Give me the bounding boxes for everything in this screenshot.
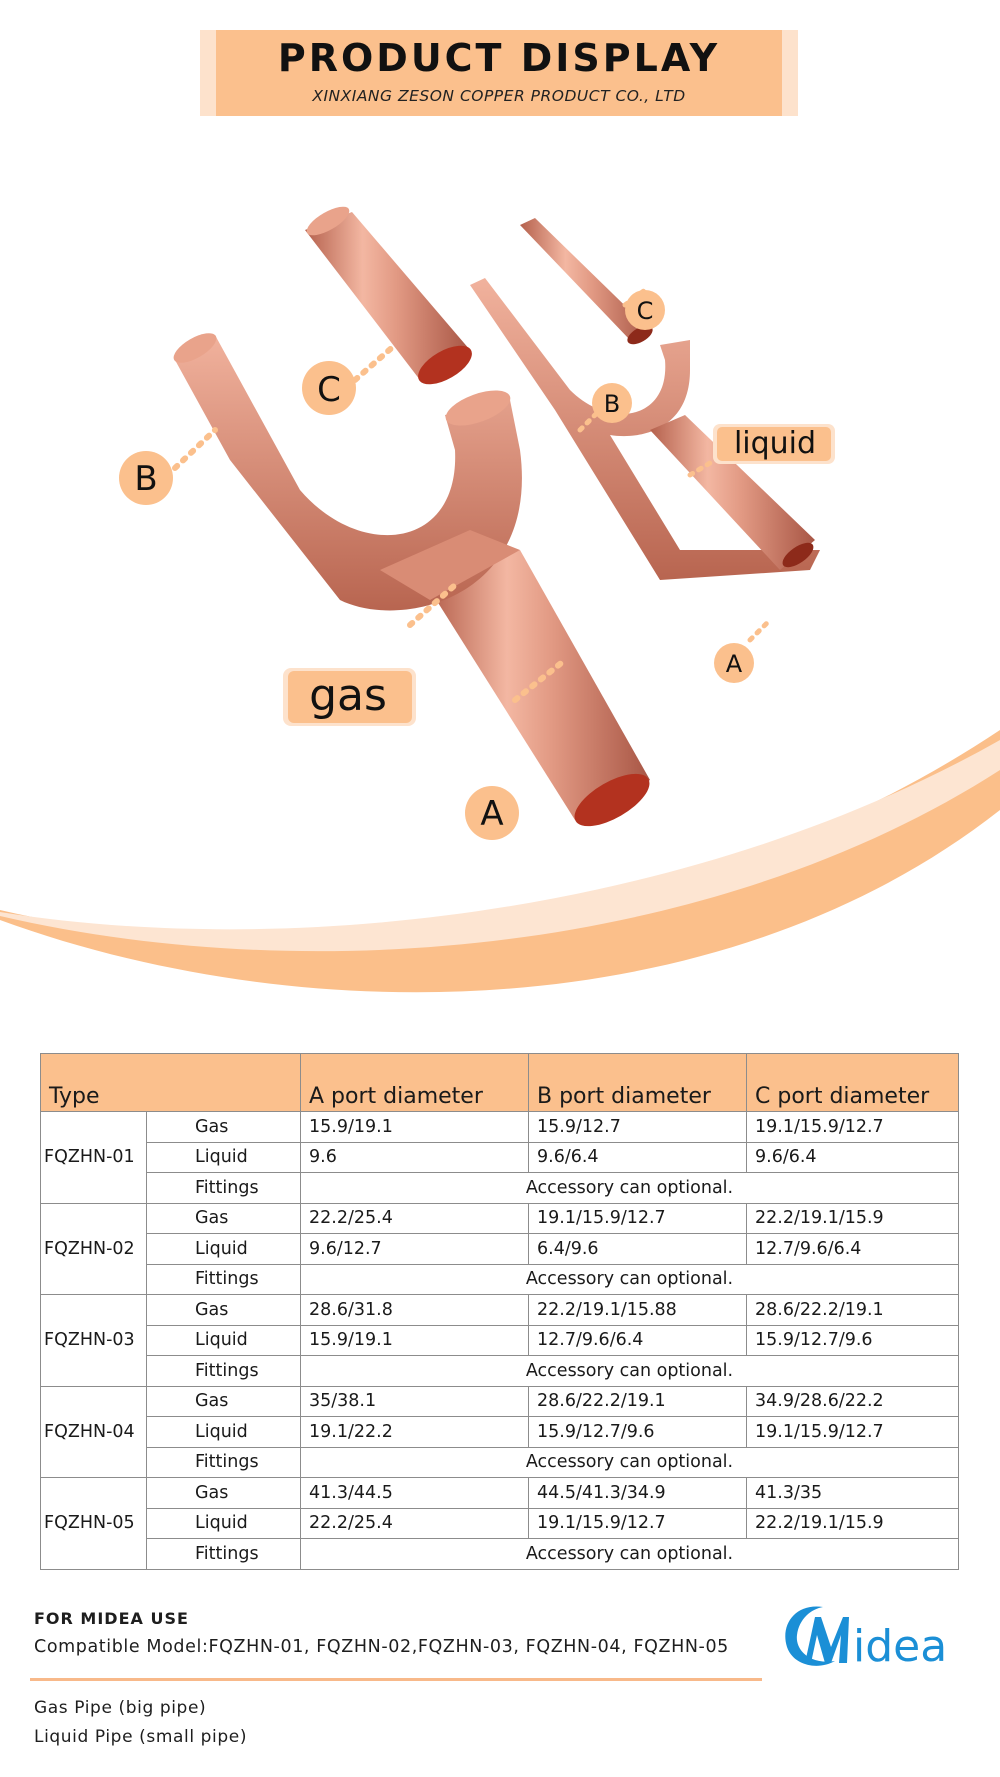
c-port-cell: 34.9/28.6/22.2 <box>747 1386 959 1417</box>
a-port-cell: 28.6/31.8 <box>301 1295 529 1326</box>
a-port-cell: 22.2/25.4 <box>301 1508 529 1539</box>
header-c-port: C port diameter <box>747 1054 959 1112</box>
table-row <box>41 1295 959 1326</box>
gas-label-b: B <box>134 459 158 499</box>
product-illustration <box>0 130 1000 1010</box>
b-port-cell: 19.1/15.9/12.7 <box>529 1508 747 1539</box>
table-header-row <box>41 1054 959 1112</box>
a-port-cell: 15.9/19.1 <box>301 1112 529 1143</box>
a-port-cell: 9.6/12.7 <box>301 1234 529 1265</box>
footer-divider <box>30 1678 762 1681</box>
c-port-cell: 19.1/15.9/12.7 <box>747 1112 959 1143</box>
kind-cell: Liquid <box>147 1325 301 1356</box>
c-port-cell: 41.3/35 <box>747 1478 959 1509</box>
kind-cell: Gas <box>147 1386 301 1417</box>
c-port-cell: 15.9/12.7/9.6 <box>747 1325 959 1356</box>
gas-branch-pipe <box>169 201 657 836</box>
c-port-cell: 19.1/15.9/12.7 <box>747 1417 959 1448</box>
spec-table <box>40 1053 959 1570</box>
kind-cell: Liquid <box>147 1508 301 1539</box>
liquid-type-label: liquid <box>733 426 817 461</box>
a-port-cell: 19.1/22.2 <box>301 1417 529 1448</box>
model-cell: FQZHN-01 <box>41 1112 147 1204</box>
liquid-label-a: A <box>725 650 743 678</box>
gas-pipe-note: Gas Pipe (big pipe) <box>34 1698 207 1718</box>
c-port-cell: 12.7/9.6/6.4 <box>747 1234 959 1265</box>
table-row <box>41 1386 959 1417</box>
midea-logo <box>775 1595 955 1675</box>
liquid-label-b: B <box>603 390 621 418</box>
c-port-cell: 9.6/6.4 <box>747 1142 959 1173</box>
logo-text: idea <box>853 1621 948 1672</box>
table-row <box>41 1112 959 1143</box>
kind-cell: Gas <box>147 1478 301 1509</box>
company-name: XINXIANG ZESON COPPER PRODUCT CO., LTD <box>312 87 686 105</box>
table-row <box>41 1234 959 1265</box>
decorative-wave <box>0 730 1000 992</box>
midea-use-heading: FOR MIDEA USE <box>34 1609 189 1628</box>
b-port-cell: 12.7/9.6/6.4 <box>529 1325 747 1356</box>
kind-cell: Fittings <box>147 1356 301 1387</box>
c-port-cell: 22.2/19.1/15.9 <box>747 1508 959 1539</box>
a-port-cell: 9.6 <box>301 1142 529 1173</box>
table-row <box>41 1508 959 1539</box>
c-port-cell: 28.6/22.2/19.1 <box>747 1295 959 1326</box>
kind-cell: Liquid <box>147 1234 301 1265</box>
kind-cell: Gas <box>147 1112 301 1143</box>
table-row <box>41 1539 959 1570</box>
a-port-cell: 35/38.1 <box>301 1386 529 1417</box>
table-row <box>41 1447 959 1478</box>
kind-cell: Fittings <box>147 1539 301 1570</box>
kind-cell: Liquid <box>147 1142 301 1173</box>
kind-cell: Fittings <box>147 1264 301 1295</box>
table-row <box>41 1264 959 1295</box>
page-title: PRODUCT DISPLAY <box>277 36 721 80</box>
header-banner <box>216 30 782 116</box>
kind-cell: Gas <box>147 1203 301 1234</box>
table-row <box>41 1173 959 1204</box>
gas-label-c: C <box>317 370 341 410</box>
fittings-cell: Accessory can optional. <box>301 1539 959 1570</box>
kind-cell: Fittings <box>147 1447 301 1478</box>
liquid-pipe-note: Liquid Pipe (small pipe) <box>34 1727 248 1747</box>
b-port-cell: 15.9/12.7/9.6 <box>529 1417 747 1448</box>
liquid-label-c: C <box>636 297 654 325</box>
kind-cell: Fittings <box>147 1173 301 1204</box>
c-port-cell: 22.2/19.1/15.9 <box>747 1203 959 1234</box>
compatible-models: Compatible Model:FQZHN-01, FQZHN-02,FQZHN-03, FQZHN-04, FQZHN-05 <box>34 1637 729 1657</box>
b-port-cell: 22.2/19.1/15.88 <box>529 1295 747 1326</box>
gas-type-label: gas <box>309 670 387 721</box>
kind-cell: Liquid <box>147 1417 301 1448</box>
fittings-cell: Accessory can optional. <box>301 1173 959 1204</box>
fittings-cell: Accessory can optional. <box>301 1264 959 1295</box>
a-port-cell: 22.2/25.4 <box>301 1203 529 1234</box>
a-port-cell: 15.9/19.1 <box>301 1325 529 1356</box>
model-cell: FQZHN-03 <box>41 1295 147 1387</box>
b-port-cell: 44.5/41.3/34.9 <box>529 1478 747 1509</box>
fittings-cell: Accessory can optional. <box>301 1356 959 1387</box>
kind-cell: Gas <box>147 1295 301 1326</box>
table-row <box>41 1203 959 1234</box>
table-row <box>41 1478 959 1509</box>
liquid-branch-pipe <box>470 218 820 580</box>
gas-label-a: A <box>480 794 504 834</box>
model-cell: FQZHN-02 <box>41 1203 147 1295</box>
b-port-cell: 15.9/12.7 <box>529 1112 747 1143</box>
table-row <box>41 1325 959 1356</box>
model-cell: FQZHN-04 <box>41 1386 147 1478</box>
b-port-cell: 28.6/22.2/19.1 <box>529 1386 747 1417</box>
header-type: Type <box>41 1054 301 1112</box>
b-port-cell: 6.4/9.6 <box>529 1234 747 1265</box>
table-row <box>41 1142 959 1173</box>
model-cell: FQZHN-05 <box>41 1478 147 1570</box>
table-row <box>41 1417 959 1448</box>
header-a-port: A port diameter <box>301 1054 529 1112</box>
table-row <box>41 1356 959 1387</box>
b-port-cell: 19.1/15.9/12.7 <box>529 1203 747 1234</box>
b-port-cell: 9.6/6.4 <box>529 1142 747 1173</box>
header-b-port: B port diameter <box>529 1054 747 1112</box>
a-port-cell: 41.3/44.5 <box>301 1478 529 1509</box>
fittings-cell: Accessory can optional. <box>301 1447 959 1478</box>
